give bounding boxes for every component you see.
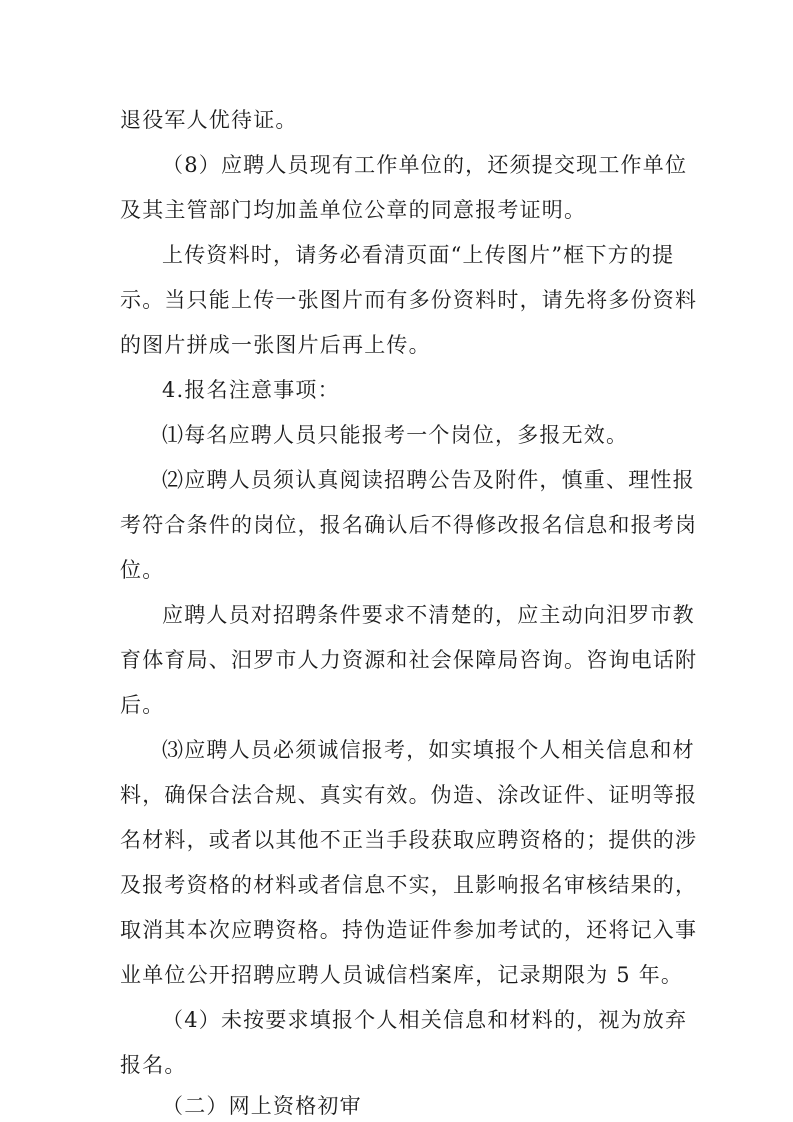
text-line: ⑴每名应聘人员只能报考一个岗位，多报无效。 <box>162 423 629 447</box>
section-heading: 4.报名注意事项： <box>162 378 340 402</box>
text-line: 退役军人优待证。 <box>120 108 298 132</box>
text-line: 业单位公开招聘应聘人员诚信档案库，记录期限为 5 年。 <box>120 963 684 987</box>
text-line: 名材料，或者以其他不正当手段获取应聘资格的；提供的涉 <box>120 828 698 852</box>
text-line: ⑵应聘人员须认真阅读招聘公告及附件，慎重、理性报 <box>162 468 695 492</box>
text-line: 示。当只能上传一张图片而有多份资料时，请先将多份资料 <box>120 288 698 312</box>
text-line: 及报考资格的材料或者信息不实，且影响报名审核结果的， <box>120 873 698 897</box>
text-line: 后。 <box>120 693 165 717</box>
text-line: 料，确保合法合规、真实有效。伪造、涂改证件、证明等报 <box>120 783 698 807</box>
text-line: （8）应聘人员现有工作单位的，还须提交现工作单位 <box>162 153 688 177</box>
text-line: 及其主管部门均加盖单位公章的同意报考证明。 <box>120 198 587 222</box>
text-line: 应聘人员对招聘条件要求不清楚的，应主动向汨罗市教 <box>162 603 695 627</box>
text-line: ⑶应聘人员必须诚信报考，如实填报个人相关信息和材 <box>162 738 695 762</box>
text-line: 取消其本次应聘资格。持伪造证件参加考试的，还将记入事 <box>120 918 698 942</box>
section-heading: （二）网上资格初审 <box>162 1094 362 1118</box>
text-line: 的图片拼成一张图片后再上传。 <box>120 333 431 357</box>
text-line: 报名。 <box>120 1053 187 1077</box>
text-line: 位。 <box>120 558 165 582</box>
text-line: （4）未按要求填报个人相关信息和材料的，视为放弃 <box>162 1008 688 1032</box>
text-line: 考符合条件的岗位，报名确认后不得修改报名信息和报考岗 <box>120 513 698 537</box>
text-line: 上传资料时，请务必看清页面“上传图片”框下方的提 <box>162 243 675 267</box>
text-line: 育体育局、汨罗市人力资源和社会保障局咨询。咨询电话附 <box>120 648 698 672</box>
